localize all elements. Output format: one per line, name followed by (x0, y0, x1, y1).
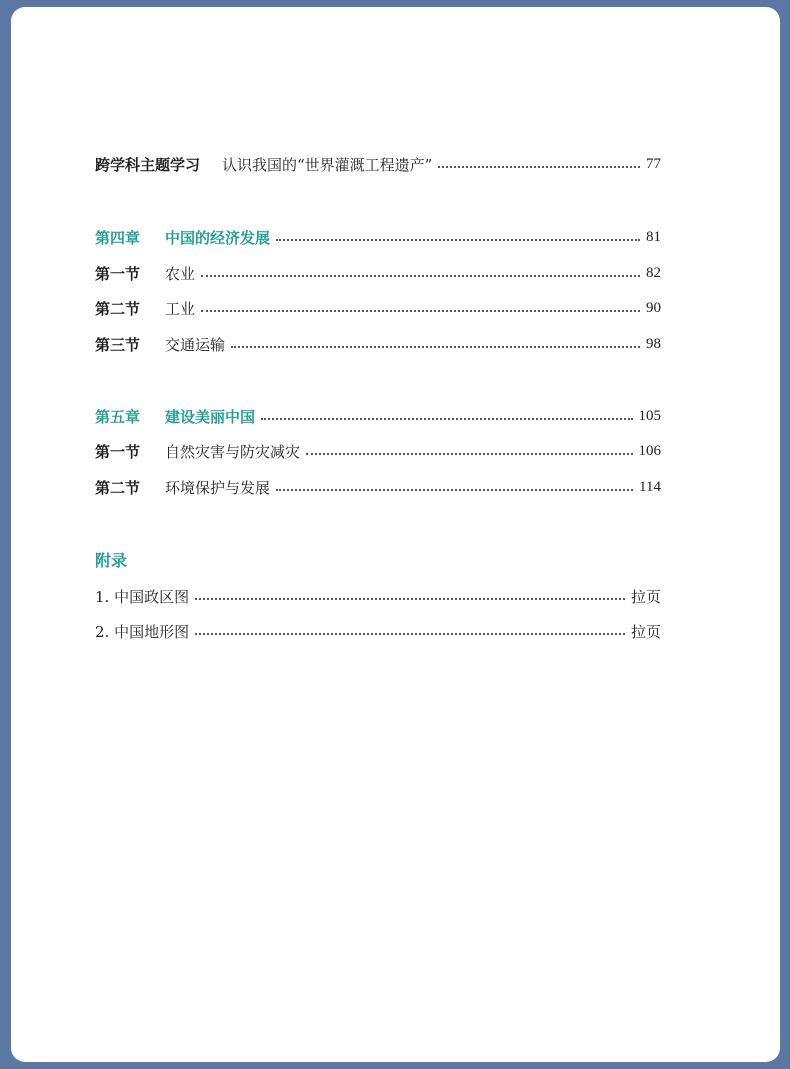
page-number: 90 (646, 299, 661, 316)
leader-dots (276, 239, 640, 241)
section-label: 第三节 (95, 335, 141, 354)
chapter-title: 中国的经济发展 (165, 228, 271, 247)
leader-dots (306, 453, 632, 455)
page-number: 106 (638, 442, 661, 459)
chapter-title: 建设美丽中国 (165, 407, 256, 426)
page-number: 拉页 (630, 589, 661, 606)
section-label: 第二节 (95, 478, 141, 497)
section-title: 环境保护与发展 (165, 478, 271, 497)
section-label: 第一节 (95, 442, 141, 461)
section-title: 农业 (165, 264, 196, 283)
entry-label: 跨学科主题学习 (95, 155, 201, 174)
toc-appendix-item-2[interactable] (95, 618, 661, 644)
section-title: 工业 (165, 299, 196, 318)
toc-appendix-item-1[interactable] (95, 583, 661, 609)
leader-dots (195, 633, 625, 635)
page-number: 77 (646, 155, 661, 172)
leader-dots (276, 489, 633, 491)
toc-section-4-3[interactable] (95, 331, 661, 357)
section-title: 自然灾害与防灾减灾 (165, 442, 301, 461)
leader-dots (438, 166, 640, 168)
page-number: 114 (639, 478, 661, 495)
leader-dots (201, 275, 640, 277)
appendix-heading: 附录 (95, 550, 128, 570)
page-number: 105 (638, 407, 661, 424)
page-number: 98 (646, 335, 661, 352)
section-label: 第一节 (95, 264, 141, 283)
page-number: 81 (646, 228, 661, 245)
chapter-label: 第四章 (95, 228, 141, 247)
toc-section-5-1[interactable] (95, 438, 661, 464)
toc-chapter-4[interactable] (95, 224, 661, 250)
section-title: 交通运输 (165, 335, 226, 354)
toc-entry-interdisciplinary[interactable] (95, 151, 661, 177)
toc-section-4-1[interactable] (95, 260, 661, 286)
page-number: 82 (646, 264, 661, 281)
appendix-item-title: 1. 中国政区图 (95, 587, 190, 606)
appendix-item-title: 2. 中国地形图 (95, 622, 190, 641)
page-number: 拉页 (630, 624, 661, 641)
leader-dots (201, 310, 640, 312)
leader-dots (261, 418, 632, 420)
entry-title: 认识我国的“世界灌溉工程遗产” (222, 155, 433, 174)
section-label: 第二节 (95, 299, 141, 318)
toc-section-5-2[interactable] (95, 474, 661, 500)
toc-chapter-5[interactable] (95, 403, 661, 429)
toc-section-4-2[interactable] (95, 295, 661, 321)
leader-dots (195, 598, 625, 600)
leader-dots (231, 346, 640, 348)
chapter-label: 第五章 (95, 407, 141, 426)
